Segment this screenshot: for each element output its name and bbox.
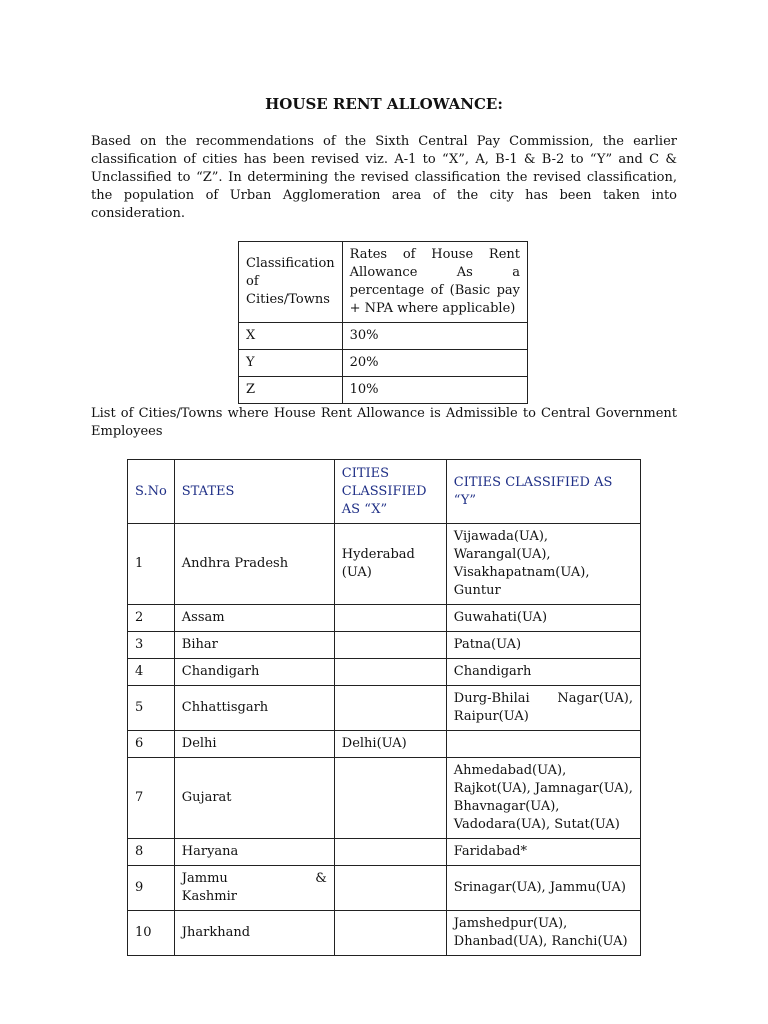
state-cell: Chhattisgarh [174,686,334,731]
class-cell: X [239,323,343,350]
cities-x-cell [334,911,446,956]
rate-cell: 20% [342,350,527,377]
rate-cell: 10% [342,377,527,404]
table-row [128,839,641,866]
state-cell: Chandigarh [174,659,334,686]
state-cell: Haryana [174,839,334,866]
intro-paragraph: Based on the recommendations of the Sixth Central Pay Commission, the earlier classification of cities has been revised viz. A-1 to “X”, A, B-1 & B-2 to “Y” and C & Unclassified to “Z”. In determining the revised classification the revised classification, the population of Urban Agglomeration area of the city has been taken into consideration. [91,134,677,221]
cities-y-cell: Jamshedpur(UA), Dhanbad(UA), Ranchi(UA) [446,911,640,956]
table-header-row [239,242,528,323]
header-rates: Rates of House Rent Allowance As a percentage of (Basic pay + NPA where applicable) [342,242,527,323]
cities-y-cell: Guwahati(UA) [446,605,640,632]
rate-cell: 30% [342,323,527,350]
table-row [128,659,641,686]
header-cities-x: CITIES CLASSIFIED AS “X” [334,460,446,524]
state-cell: Andhra Pradesh [174,524,334,605]
list-intro-paragraph: List of Cities/Towns where House Rent Allowance is Admissible to Central Government Employees [91,406,677,439]
sno-cell: 8 [128,839,175,866]
cities-x-cell: Delhi(UA) [334,731,446,758]
cities-y-cell [446,731,640,758]
sno-cell: 4 [128,659,175,686]
table-row [239,323,528,350]
state-word: Jammu [181,871,228,886]
cities-y-cell: Srinagar(UA), Jammu(UA) [446,866,640,911]
header-sno: S.No [128,460,175,524]
cities-y-cell: Ahmedabad(UA), Rajkot(UA), Jamnagar(UA), Bhavnagar(UA), Vadodara(UA), Sutat(UA) [446,758,640,839]
cities-y-cell: Durg-Bhilai Nagar(UA), Raipur(UA) [446,686,640,731]
state-line: Kashmir [181,889,237,904]
cities-x-cell [334,866,446,911]
state-line [182,870,327,888]
table-row [239,377,528,404]
sno-cell: 7 [128,758,175,839]
table-row [239,350,528,377]
state-cell: Jharkhand [174,911,334,956]
table-row [128,911,641,956]
cities-y-cell: Chandigarh [446,659,640,686]
cities-x-cell [334,605,446,632]
class-cell: Y [239,350,343,377]
hra-rates-table [238,241,528,404]
state-cell: Gujarat [174,758,334,839]
header-classification: Classification of Cities/Towns [239,242,343,323]
cities-y-cell: Patna(UA) [446,632,640,659]
table-row [128,686,641,731]
cities-x-cell [334,632,446,659]
state-cell: Assam [174,605,334,632]
sno-cell: 1 [128,524,175,605]
cities-x-cell [334,659,446,686]
state-word: & [315,871,327,886]
sno-cell: 6 [128,731,175,758]
cities-y-cell: Vijawada(UA), Warangal(UA), Visakhapatnam(UA), Guntur [446,524,640,605]
table-row [128,524,641,605]
table-row [128,605,641,632]
table-row [128,731,641,758]
sno-cell: 2 [128,605,175,632]
table-row [128,866,641,911]
sno-cell: 3 [128,632,175,659]
state-cell: Delhi [174,731,334,758]
table-row [128,758,641,839]
cities-x-cell: Hyderabad (UA) [334,524,446,605]
cities-table [127,459,641,956]
cities-x-cell [334,758,446,839]
sno-cell: 9 [128,866,175,911]
sno-cell: 5 [128,686,175,731]
class-cell: Z [239,377,343,404]
state-cell [174,866,334,911]
sno-cell: 10 [128,911,175,956]
state-cell: Bihar [174,632,334,659]
table-row [128,632,641,659]
header-states: STATES [174,460,334,524]
table-header-row [128,460,641,524]
header-cities-y: CITIES CLASSIFIED AS “Y” [446,460,640,524]
cities-y-cell: Faridabad* [446,839,640,866]
cities-x-cell [334,839,446,866]
page-title: HOUSE RENT ALLOWANCE: [265,95,503,113]
cities-x-cell [334,686,446,731]
